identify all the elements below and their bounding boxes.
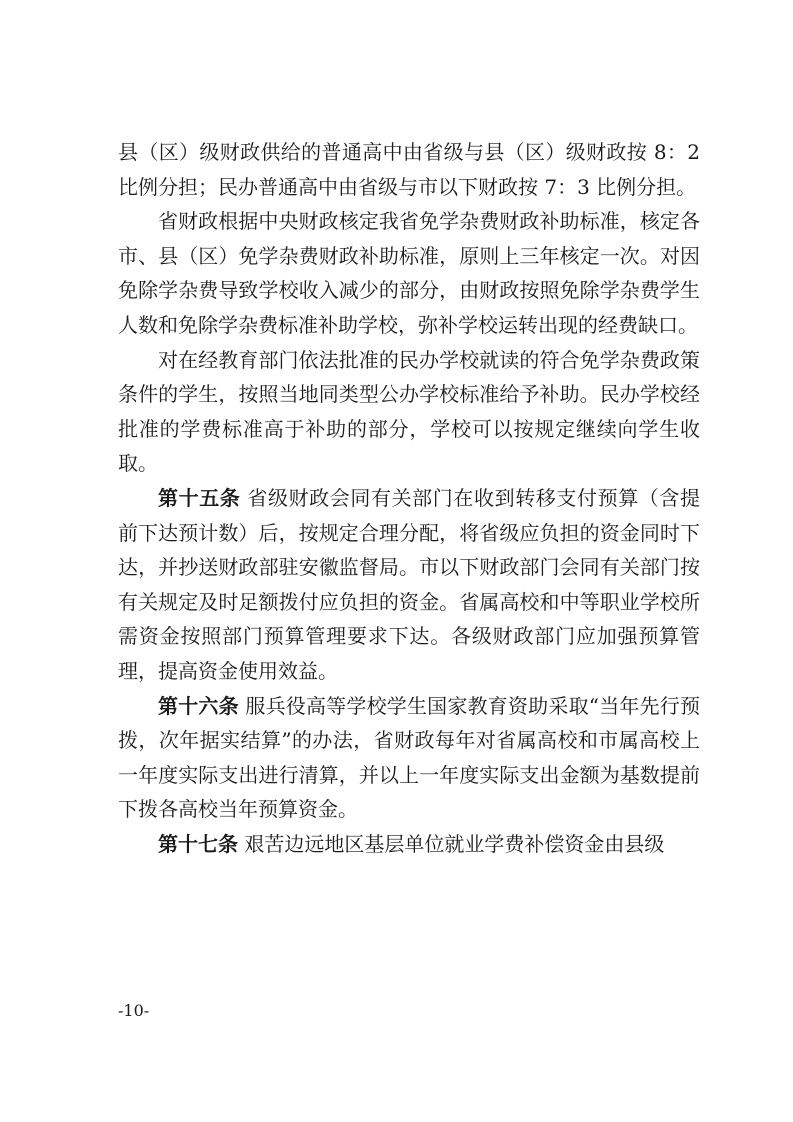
paragraph-text: 对在经教育部门依法批准的民办学校就读的符合免学杂费政策条件的学生，按照当地同类型公办学校标准给予补助。民办学校经批准的学费标准高于补助的部分，学校可以按规定继续向学生收取。 xyxy=(118,347,700,476)
paragraph-private-school-subsidy xyxy=(118,343,700,481)
paragraph-text: 省财政根据中央财政核定我省免学杂费财政补助标准，核定各市、县（区）免学杂费财政补助标准，原则上三年核定一次。对因免除学杂费导致学校收入减少的部分，由财政按照免除学杂费学生人数和免除学杂费标准补助学校，弥补学校运转出现的经费缺口。 xyxy=(118,209,700,337)
paragraph-text: 艰苦边远地区基层单位就业学费补偿资金由县级 xyxy=(244,831,665,856)
article-heading: 第十七条 xyxy=(158,831,238,856)
page-number: -10- xyxy=(118,1001,150,1020)
paragraph-text: 省级财政会同有关部门在收到转移支付预算（含提前下达预计数）后，按规定合理分配，将省级应负担的资金同时下达，并抄送财政部驻安徽监督局。市以下财政部门会同有关部门按有关规定及时足额拨付应负担的资金。省属高校和中等职业学校所需资金按照部门预算管理要求下达。各级财政部门应加强预算管理，提高资金使用效益。 xyxy=(118,485,701,683)
article-15 xyxy=(118,481,700,689)
paragraph-text: 县（区）级财政供给的普通高中由省级与县（区）级财政按 8：2 比例分担；民办普通高中由省级与市以下财政按 7：3 比例分担。 xyxy=(118,140,700,199)
article-heading: 第十六条 xyxy=(158,693,239,718)
paragraph-text: 服兵役高等学校学生国家教育资助采取“当年先行预拨，次年据实结算”的办法，省财政每年对省属高校和市属高校上一年度实际支出进行清算，并以上一年度实际支出金额为基数提前下拨各高校当年预算资金。 xyxy=(118,693,701,822)
article-16 xyxy=(118,689,700,827)
paragraph-tuition-subsidy-standard xyxy=(118,204,700,342)
article-heading: 第十五条 xyxy=(158,485,241,510)
document-body xyxy=(118,135,700,861)
paragraph-1-continued xyxy=(118,135,700,204)
article-17 xyxy=(118,827,700,862)
